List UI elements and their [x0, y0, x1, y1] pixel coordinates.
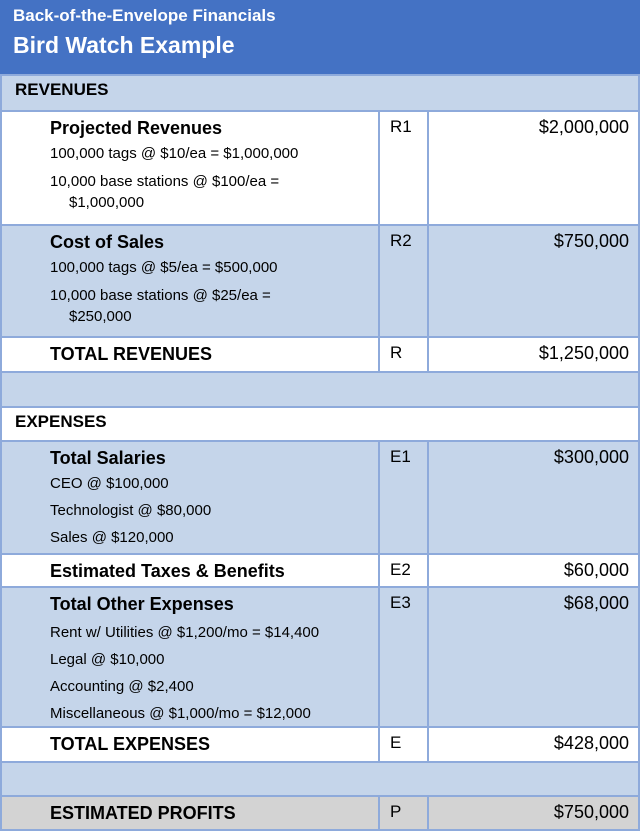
cost-of-sales-amount: $750,000 — [427, 226, 640, 336]
estimated-profits-row — [0, 795, 640, 831]
taxes-benefits-code: E2 — [378, 555, 427, 586]
estimated-profits-label: ESTIMATED PROFITS — [50, 803, 236, 823]
cost-of-sales-description — [0, 226, 378, 336]
projected-revenues-amount: $2,000,000 — [427, 112, 640, 224]
expenses-heading-label: EXPENSES — [15, 412, 107, 431]
other-expense-item: Rent w/ Utilities @ $1,200/mo = $14,400 — [50, 624, 320, 641]
total-salaries-label: Total Salaries — [50, 448, 166, 468]
projected-revenues-code: R1 — [378, 112, 427, 224]
projected-revenues-detail-2 — [50, 171, 378, 213]
total-revenues-row — [0, 336, 640, 371]
total-salaries-description — [0, 442, 378, 553]
estimated-profits-code: P — [378, 797, 427, 829]
projected-revenues-detail-2b: $1,000,000 — [69, 194, 145, 211]
total-expenses-row — [0, 726, 640, 761]
other-expense-item: Accounting @ $2,400 — [50, 678, 194, 695]
projected-revenues-description — [0, 112, 378, 224]
spacer-row — [0, 371, 640, 406]
cost-of-sales-row — [0, 224, 640, 336]
salary-item: Technologist @ $80,000 — [50, 502, 212, 519]
taxes-benefits-row — [0, 553, 640, 586]
cost-of-sales-detail-2 — [50, 285, 378, 327]
projected-revenues-label: Projected Revenues — [50, 118, 223, 138]
total-revenues-amount: $1,250,000 — [427, 338, 640, 371]
projected-revenues-detail-1: 100,000 tags @ $10/ea = $1,000,000 — [50, 145, 299, 162]
cost-of-sales-detail-2b: $250,000 — [69, 308, 132, 325]
cost-of-sales-detail-1: 100,000 tags @ $5/ea = $500,000 — [50, 259, 278, 276]
other-expenses-amount: $68,000 — [427, 588, 640, 726]
other-expense-item: Legal @ $10,000 — [50, 651, 165, 668]
header-title: Bird Watch Example — [13, 32, 235, 58]
total-expenses-amount: $428,000 — [427, 728, 640, 761]
cost-of-sales-label: Cost of Sales — [50, 232, 165, 252]
other-expenses-row — [0, 586, 640, 726]
total-salaries-row — [0, 440, 640, 553]
header-subtitle: Back-of-the-Envelope Financials — [13, 6, 276, 25]
projected-revenues-row — [0, 110, 640, 224]
other-expense-item: Miscellaneous @ $1,000/mo = $12,000 — [50, 705, 311, 722]
taxes-benefits-label: Estimated Taxes & Benefits — [50, 561, 285, 581]
total-expenses-code: E — [378, 728, 427, 761]
revenues-section-heading — [0, 74, 640, 110]
estimated-profits-amount: $750,000 — [427, 797, 640, 829]
estimated-profits-description — [0, 797, 378, 829]
salary-item: CEO @ $100,000 — [50, 475, 169, 492]
taxes-benefits-description — [0, 555, 378, 586]
other-expenses-description — [0, 588, 378, 726]
total-expenses-label: TOTAL EXPENSES — [50, 734, 211, 754]
total-revenues-code: R — [378, 338, 427, 371]
total-salaries-code: E1 — [378, 442, 427, 553]
table-header — [0, 0, 640, 74]
total-expenses-description — [0, 728, 378, 761]
revenues-heading-label: REVENUES — [15, 80, 109, 99]
other-expenses-code: E3 — [378, 588, 427, 726]
cost-of-sales-detail-2a: 10,000 base stations @ $25/ea = — [50, 287, 271, 304]
projected-revenues-detail-2a: 10,000 base stations @ $100/ea = — [50, 173, 280, 190]
cost-of-sales-code: R2 — [378, 226, 427, 336]
total-revenues-label: TOTAL REVENUES — [50, 344, 213, 364]
expenses-section-heading — [0, 406, 640, 440]
other-expenses-label: Total Other Expenses — [50, 594, 234, 614]
taxes-benefits-amount: $60,000 — [427, 555, 640, 586]
total-salaries-amount: $300,000 — [427, 442, 640, 553]
total-revenues-description — [0, 338, 378, 371]
spacer-row — [0, 761, 640, 795]
salary-item: Sales @ $120,000 — [50, 529, 174, 546]
